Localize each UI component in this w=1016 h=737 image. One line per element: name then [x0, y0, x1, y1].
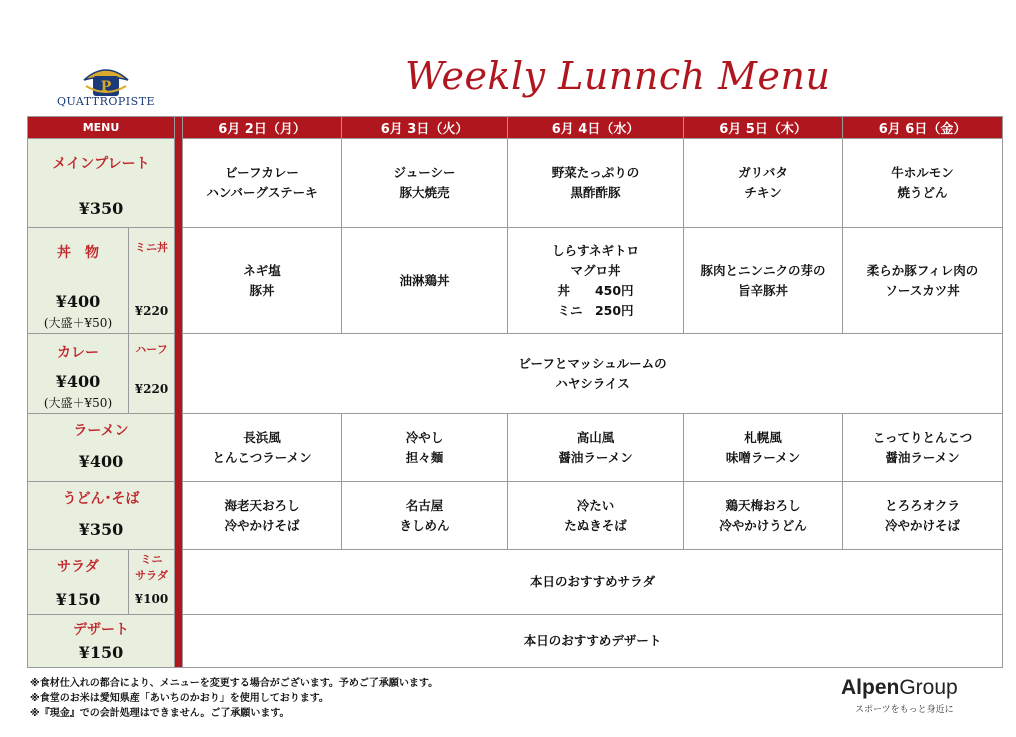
dish-cell: [843, 228, 1003, 334]
mini-name-line: サラダ: [135, 569, 168, 582]
dish-line: 豚丼: [249, 282, 275, 298]
dish-cell: [508, 414, 684, 482]
mini-price: ¥100: [134, 592, 169, 606]
day-header: 6月 3日（火）: [342, 117, 508, 139]
dish-line: 冷やかけそば: [224, 517, 300, 533]
dish-cell: [508, 139, 684, 228]
dish-line: 旨辛豚丼: [738, 282, 789, 298]
brand-name: Alpen: [841, 676, 900, 699]
dish-line: 味噌ラーメン: [725, 449, 801, 465]
day-header: 6月 5日（木）: [684, 117, 843, 139]
svg-text:P: P: [100, 79, 112, 95]
dish-line: 柔らか豚フィレ肉の: [866, 262, 979, 278]
dish-line: 豚肉とニンニクの芽の: [700, 262, 826, 278]
dish-cell: [342, 228, 508, 334]
alpen-group-logo: [841, 676, 958, 715]
dish-line: 豚大焼売: [399, 185, 450, 200]
dish-line: とろろオクラ: [885, 497, 960, 513]
logo-text: QUATTROPISTE: [56, 95, 156, 108]
dish-cell-weekly: [183, 334, 1003, 414]
dish-cell: [183, 482, 342, 550]
dish-line: 油淋鶏丼: [399, 272, 450, 288]
dish-line: 長浜風: [243, 429, 281, 445]
dish-line: ガリバタ: [738, 165, 788, 180]
dish-cell: [342, 139, 508, 228]
dish-cell: [843, 414, 1003, 482]
category-name: サラダ: [57, 559, 99, 575]
category-name: うどん･そば: [62, 491, 140, 507]
dish-line: ビーフカレー: [225, 165, 299, 180]
category-name: カレー: [57, 345, 99, 361]
mini-price: ¥220: [134, 382, 169, 396]
dish-line: ネギ塩: [243, 262, 281, 278]
dish-line: ハンバーグステーキ: [206, 185, 318, 200]
category-price: ¥350: [78, 199, 124, 218]
category-dessert: [28, 615, 175, 668]
dish-line: ジューシー: [393, 165, 456, 180]
category-name: 丼 物: [57, 245, 99, 261]
category-curry: [28, 334, 129, 414]
dish-line: 冷やし: [405, 429, 444, 445]
note-line: ※食材仕入れの都合により、メニューを変更する場合がございます。予めご了承願います。: [30, 678, 439, 689]
menu-table: [27, 116, 1003, 668]
divider-bar: [175, 117, 183, 668]
dish-line: 丼 450円: [557, 282, 634, 298]
mini-curry: [129, 334, 175, 414]
category-donburi: [28, 228, 129, 334]
dish-line: 冷たい: [576, 497, 615, 513]
category-name: ラーメン: [73, 423, 129, 439]
note-line: ※食堂のお米は愛知県産「あいちのかおり」を使用しております。: [30, 693, 329, 704]
dish-line: 鶏天梅おろし: [725, 497, 801, 513]
dish-line: 高山風: [576, 429, 615, 445]
dish-cell: [684, 228, 843, 334]
day-header: 6月 6日（金）: [843, 117, 1003, 139]
dish-line: 醤油ラーメン: [885, 449, 960, 465]
dish-line: たぬきそば: [564, 517, 627, 533]
dish-cell: [508, 482, 684, 550]
dish-line: 牛ホルモン: [891, 165, 954, 180]
category-salad: [28, 550, 129, 615]
dish-line: 担々麺: [405, 449, 444, 465]
dish-line: こってりとんこつ: [872, 429, 973, 445]
dish-line: ミニ 250円: [557, 302, 634, 318]
mini-donburi: [129, 228, 175, 334]
dish-line: 黒酢酢豚: [570, 185, 621, 200]
dish-cell: [684, 414, 843, 482]
dish-line: しらすネギトロ: [552, 242, 640, 258]
mini-salad: [129, 550, 175, 615]
menu-header: MENU: [28, 117, 175, 139]
dish-line: マグロ丼: [570, 262, 621, 278]
category-price: ¥150: [55, 590, 101, 609]
category-price: ¥400: [55, 292, 101, 311]
dish-cell: [183, 414, 342, 482]
dish-line: 札幌風: [744, 429, 782, 445]
footer-notes: [30, 676, 438, 721]
category-price: ¥400: [78, 452, 124, 471]
mini-name-line: ミニ: [140, 553, 163, 566]
dish-line: 醤油ラーメン: [558, 449, 633, 465]
dish-cell: [342, 482, 508, 550]
dish-cell: [843, 482, 1003, 550]
category-ramen: [28, 414, 175, 482]
dish-cell: [183, 228, 342, 334]
dish-cell: [183, 139, 342, 228]
mini-name: ミニ丼: [135, 241, 168, 254]
dish-line: チキン: [744, 185, 782, 200]
category-name: メインプレート: [52, 156, 150, 172]
dish-line: とんこつラーメン: [212, 449, 312, 465]
category-sub: (大盛＋¥50): [43, 316, 113, 330]
mini-name: [129, 552, 174, 584]
dish-line: ビーフとマッシュルームの: [518, 355, 667, 371]
dish-cell: [684, 139, 843, 228]
category-name: デザート: [73, 622, 129, 638]
page-title: Weekly Lunnch Menu: [405, 54, 831, 98]
dish-cell: [508, 228, 684, 334]
category-price: ¥350: [78, 520, 124, 539]
category-main-plate: [28, 139, 175, 228]
dish-line: ハヤシライス: [555, 375, 630, 391]
category-price: ¥400: [55, 372, 101, 391]
brand-tagline: スポーツをもっと身近に: [855, 705, 954, 715]
brand-name-suffix: Group: [899, 676, 958, 699]
category-udon-soba: [28, 482, 175, 550]
day-header: 6月 4日（水）: [508, 117, 684, 139]
dish-cell: [843, 139, 1003, 228]
dish-cell: [684, 482, 843, 550]
dish-line: 焼うどん: [897, 185, 948, 200]
dish-line: 名古屋: [405, 497, 444, 513]
day-header: 6月 2日（月）: [183, 117, 342, 139]
dish-cell-weekly: 本日のおすすめサラダ: [183, 550, 1003, 615]
dish-line: ソースカツ丼: [885, 282, 960, 298]
mini-price: ¥220: [134, 304, 169, 318]
category-sub: (大盛＋¥50): [43, 396, 113, 410]
dish-line: きしめん: [399, 517, 450, 533]
dish-line: 野菜たっぷりの: [551, 165, 640, 180]
dish-line: 冷やかけうどん: [719, 517, 807, 533]
dish-cell-weekly: 本日のおすすめデザート: [183, 615, 1003, 668]
category-price: ¥150: [78, 643, 124, 662]
dish-line: 冷やかけそば: [885, 517, 961, 533]
dish-line: 海老天おろし: [224, 497, 300, 513]
mini-name: ハーフ: [135, 343, 168, 356]
note-line: ※『現金』での会計処理はできません。ご了承願います。: [30, 708, 290, 719]
dish-cell: [342, 414, 508, 482]
